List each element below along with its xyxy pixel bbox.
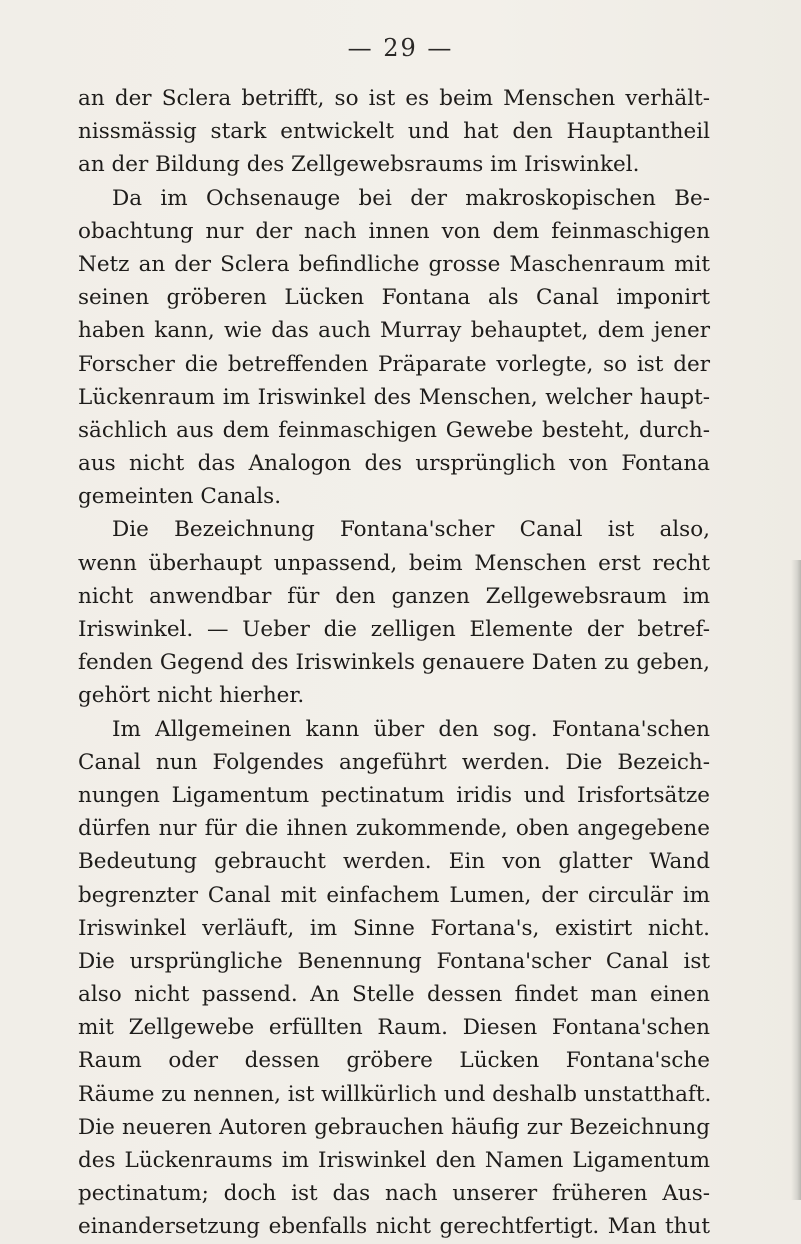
text-line: fenden Gegend des Iriswinkels genauere Daten zu geben,	[78, 650, 710, 676]
text-line: Iriswinkel. — Ueber die zelligen Elemente der betref-	[78, 617, 710, 642]
text-line: Die Bezeichnung Fontana'scher Canal ist also,	[112, 517, 710, 543]
text-line: Da im Ochsenauge bei der makroskopischen Be-	[112, 185, 710, 211]
text-line: Die ursprüngliche Benennung Fontana'scher Canal ist	[78, 948, 710, 974]
text-line: wenn überhaupt unpassend, beim Menschen erst recht	[78, 550, 710, 576]
page-edge-shadow	[791, 560, 801, 1200]
text-line: einandersetzung ebenfalls nicht gerechtfertigt. Man thut	[78, 1214, 710, 1240]
text-line: dürfen nur für die ihnen zukommende, oben angegebene	[78, 816, 710, 842]
text-line: Canal nun Folgendes angeführt werden. Die Bezeich-	[78, 749, 710, 775]
text-line: gehört nicht hierher.	[78, 683, 305, 709]
text-line: haben kann, wie das auch Murray behauptet, dem jener	[78, 318, 710, 344]
text-line: Im Allgemeinen kann über den sog. Fontana'schen	[112, 716, 710, 742]
text-line: obachtung nur der nach innen von dem feinmaschigen	[78, 218, 710, 244]
text-line: nissmässig stark entwickelt und hat den Hauptantheil	[78, 119, 710, 145]
text-line: Lückenraum im Iriswinkel des Menschen, welcher haupt-	[78, 384, 710, 410]
text-line: Raum oder dessen gröbere Lücken Fontana'sche	[78, 1048, 710, 1074]
body-text	[78, 82, 710, 1244]
text-line: Räume zu nennen, ist willkürlich und deshalb unstatthaft.	[78, 1081, 712, 1107]
text-line: des Lückenraums im Iriswinkel den Namen Ligamentum	[78, 1148, 710, 1173]
text-line: an der Bildung des Zellgewebsraums im Iriswinkel.	[78, 152, 640, 178]
text-line: Netz an der Sclera befindliche grosse Maschenraum mit	[78, 251, 710, 277]
text-line: Die neueren Autoren gebrauchen häufig zur Bezeichnung	[78, 1114, 710, 1140]
text-line: Bedeutung gebraucht werden. Ein von glatter Wand	[78, 849, 710, 875]
text-line: Iriswinkel verläuft, im Sinne Fortana's, existirt nicht.	[78, 915, 710, 941]
text-line: aus nicht das Analogon des ursprünglich von Fontana	[78, 451, 710, 477]
text-line: gemeinten Canals.	[78, 484, 282, 510]
text-line: mit Zellgewebe erfüllten Raum. Diesen Fontana'schen	[78, 1015, 710, 1041]
text-line: seinen gröberen Lücken Fontana als Canal imponirt	[78, 285, 710, 311]
text-line: Forscher die betreffenden Präparate vorlegte, so ist der	[78, 351, 710, 377]
text-line: also nicht passend. An Stelle dessen findet man einen	[78, 982, 710, 1008]
page-number: — 29 —	[347, 34, 454, 62]
text-line: sächlich aus dem feinmaschigen Gewebe besteht, durch-	[78, 417, 710, 443]
text-line: nungen Ligamentum pectinatum iridis und Irisfortsätze	[78, 782, 710, 808]
text-line: nicht anwendbar für den ganzen Zellgewebsraum im	[78, 583, 710, 609]
text-line: begrenzter Canal mit einfachem Lumen, der circulär im	[78, 882, 710, 908]
text-line: an der Sclera betrifft, so ist es beim Menschen verhält-	[78, 86, 710, 111]
text-line: pectinatum; doch ist das nach unserer früheren Aus-	[78, 1181, 710, 1207]
